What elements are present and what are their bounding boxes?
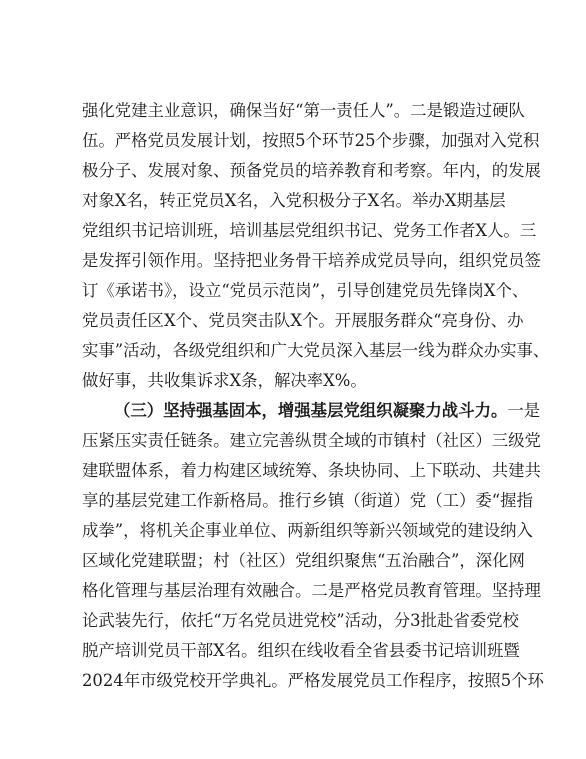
- text-line: 对象X名，转正党员X名，入党积极分子X名。举办X期基层: [82, 191, 506, 210]
- text-line: 脱产培训党员干部X名。组织在线收看全省县委书记培训班暨: [82, 641, 520, 660]
- text-line: 是发挥引领作用。坚持把业务骨干培养成党员导向，组织党员签: [82, 251, 541, 270]
- text-line: 享的基层党建工作新格局。推行乡镇（街道）党（工）委“握指: [82, 491, 533, 510]
- document-body: [82, 96, 550, 696]
- section-heading: （三）坚持强基固本，增强基层党组织凝聚力战斗力。: [114, 401, 508, 420]
- text-line: 论武装先行，依托“万名党员进党校”活动，分3批赴省委党校: [82, 611, 519, 630]
- text-line: 订《承诺书》，设立“党员示范岗”，引导创建党员先锋岗X个、: [82, 281, 529, 300]
- section-heading-line: [82, 396, 541, 426]
- text-line: 党组织书记培训班，培训基层党组织书记、党务工作者X人。三: [82, 221, 537, 240]
- paragraph-2: [82, 396, 544, 696]
- text-line: 区域化党建联盟；村（社区）党组织聚焦“五治融合”，深化网: [82, 551, 525, 570]
- text-line: 格化管理与基层治理有效融合。二是严格党员教育管理。坚持理: [82, 581, 541, 600]
- heading-line-rest: 一是: [507, 401, 541, 420]
- text-line: 伍。严格党员发展计划，按照5个环节25个步骤，加强对入党积: [82, 131, 540, 150]
- text-line: 成拳”，将机关企事业单位、两新组织等新兴领域党的建设纳入: [82, 521, 533, 540]
- text-line: 极分子、发展对象、预备党员的培养教育和考察。年内，的发展: [82, 161, 541, 180]
- text-line: 做好事，共收集诉求X条，解决率X%。: [82, 371, 367, 390]
- text-line: 实事”活动，各级党组织和广大党员深入基层一线为群众办实事、: [82, 341, 550, 360]
- text-line: 党员责任区X个、党员突击队X个。开展服务群众“亮身份、办: [82, 311, 524, 330]
- text-line: 压紧压实责任链条。建立完善纵贯全域的市镇村（社区）三级党: [82, 431, 541, 450]
- paragraph-1: [82, 96, 550, 396]
- text-line: 2024年市级党校开学典礼。严格发展党员工作程序，按照5个环: [82, 671, 544, 690]
- text-line: 强化党建主业意识，确保当好“第一责任人”。二是锻造过硬队: [82, 101, 525, 120]
- text-line: 建联盟体系，着力构建区域统筹、条块协同、上下联动、共建共: [82, 461, 541, 480]
